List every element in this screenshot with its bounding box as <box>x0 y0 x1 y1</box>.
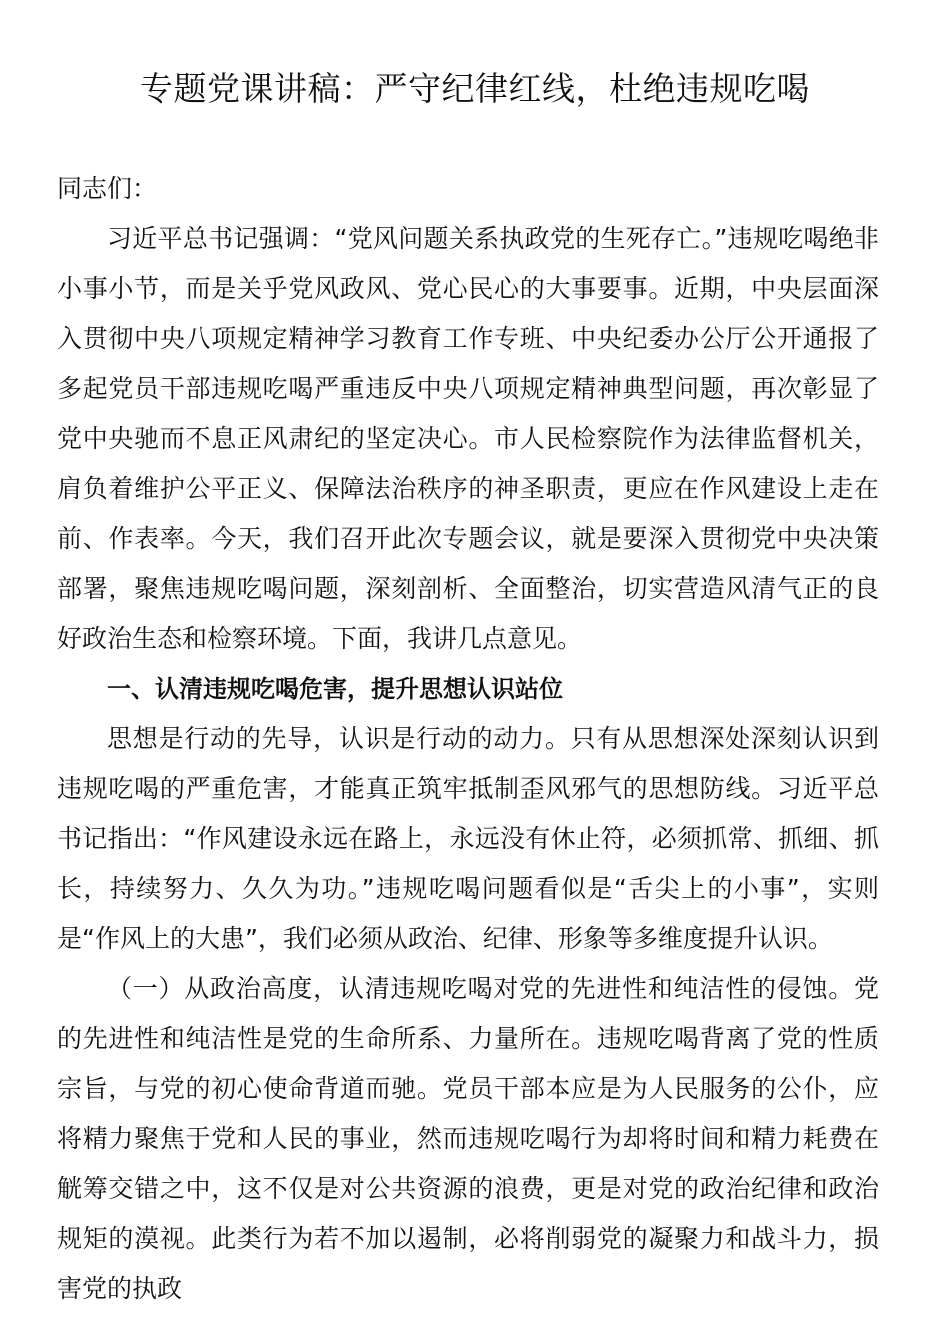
document-title: 专题党课讲稿：严守纪律红线，杜绝违规吃喝 <box>140 69 810 108</box>
paragraph-section-1: 思想是行动的先导，认识是行动的动力。只有从思想深处深刻认识到违规吃喝的严重危害，才能真正筑牢抵制歪风邪气的思想防线。习近平总书记指出：“作风建设永远在路上，永远没有休止符，必须抓常、抓细、抓长，持续努力、久久为功。”违规吃喝问题看似是“舌尖上的小事”，实则是“作风上的大患”，我们必须从政治、纪律、形象等多维度提升认识。 <box>57 724 879 953</box>
paragraph-intro: 习近平总书记强调：“党风问题关系执政党的生死存亡。”违规吃喝绝非小事小节，而是关乎党风政风、党心民心的大事要事。近期，中央层面深入贯彻中央八项规定精神学习教育工作专班、中央纪委办公厅公开通报了多起党员干部违规吃喝严重违反中央八项规定精神典型问题，再次彰显了党中央驰而不息正风肃纪的坚定决心。市人民检察院作为法律监督机关，肩负着维护公平正义、保障法治秩序的神圣职责，更应在作风建设上走在前、作表率。今天，我们召开此次专题会议，就是要深入贯彻党中央决策部署，聚焦违规吃喝问题，深刻剖析、全面整治，切实营造风清气正的良好政治生态和检察环境。下面，我讲几点意见。 <box>57 224 879 653</box>
section-heading-1: 一、认清违规吃喝危害，提升思想认识站位 <box>107 675 563 703</box>
document-body <box>57 164 879 1314</box>
paragraph-subsection-1: （一）从政治高度，认清违规吃喝对党的先进性和纯洁性的侵蚀。党的先进性和纯洁性是党的生命所系、力量所在。违规吃喝背离了党的性质宗旨，与党的初心使命背道而驰。党员干部本应是为人民服务的公仆，应将精力聚焦于党和人民的事业，然而违规吃喝行为却将时间和精力耗费在觥筹交错之中，这不仅是对公共资源的浪费，更是对党的政治纪律和政治规矩的漠视。此类行为若不加以遏制，必将削弱党的凝聚力和战斗力，损害党的执政 <box>57 974 879 1303</box>
salutation: 同志们： <box>57 174 158 203</box>
